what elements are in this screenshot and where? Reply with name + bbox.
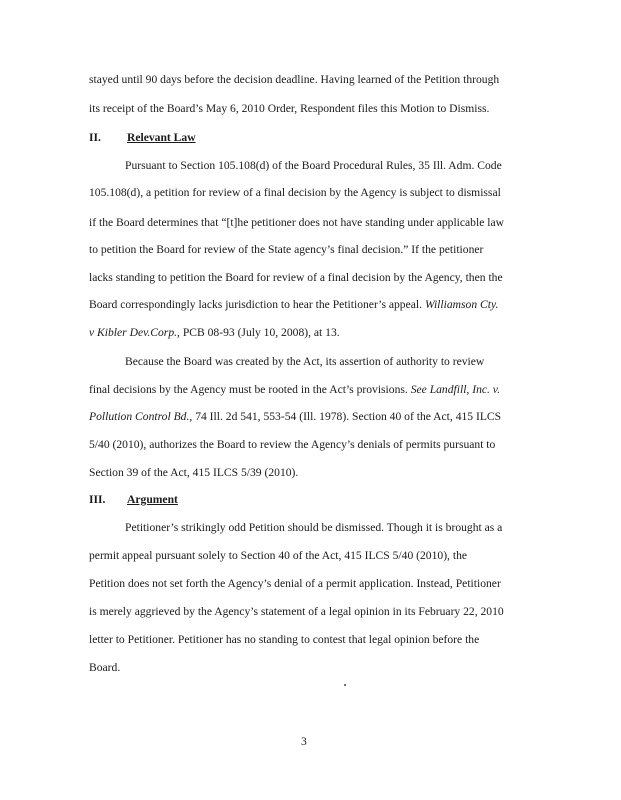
section-title: Relevant Law [127, 131, 196, 144]
paragraph-line: Petitioner’s strikingly odd Petition should be dismissed. Though it is brought as a [125, 521, 503, 534]
section-number: III. [89, 493, 106, 506]
citation-text: , PCB 08-93 (July 10, 2008), at 13. [177, 326, 340, 339]
section-title: Argument [127, 493, 178, 506]
case-citation: See Landfill, Inc. v. [410, 383, 500, 396]
paragraph-line: Board. [89, 661, 121, 674]
paragraph-line: Because the Board was created by the Act, its assertion of authority to review [125, 355, 485, 368]
intro-line-2: its receipt of the Board’s May 6, 2010 Order, Respondent files this Motion to Dismiss. [89, 102, 490, 115]
paragraph-text: Board correspondingly lacks jurisdiction to hear the Petitioner’s appeal. [89, 298, 423, 311]
paragraph-line: 105.108(d), a petition for review of a final decision by the Agency is subject to dismissal [89, 186, 501, 199]
case-citation: Williamson Cty. [424, 298, 499, 311]
paragraph-line: is merely aggrieved by the Agency’s statement of a legal opinion in its February 22, 2010 [89, 605, 504, 618]
paragraph-line [89, 410, 501, 424]
case-citation: Pollution Control Bd. [89, 410, 190, 423]
section-heading-argument [89, 493, 178, 506]
scan-artifact [344, 684, 346, 686]
paragraph-line: lacks standing to petition the Board for review of a final decision by the Agency, then the [89, 271, 503, 284]
paragraph-text: final decisions by the Agency must be rooted in the Act’s provisions. [89, 383, 408, 396]
paragraph-line [89, 298, 498, 312]
intro-line-1: stayed until 90 days before the decision deadline. Having learned of the Petition through [89, 73, 500, 86]
paragraph-line: permit appeal pursuant solely to Section 40 of the Act, 415 ILCS 5/40 (2010), the [89, 549, 468, 562]
paragraph-line: to petition the Board for review of the State agency’s final decision.” If the petitioner [89, 243, 484, 256]
paragraph-line: letter to Petitioner. Petitioner has no standing to contest that legal opinion before the [89, 633, 480, 646]
paragraph-line: Pursuant to Section 105.108(d) of the Board Procedural Rules, 35 Ill. Adm. Code [125, 159, 502, 172]
paragraph-line: 5/40 (2010), authorizes the Board to review the Agency’s denials of permits pursuant to [89, 438, 496, 451]
paragraph-line: Petition does not set forth the Agency’s denial of a permit application. Instead, Petitioner [89, 577, 501, 590]
paragraph-line [89, 383, 500, 397]
paragraph-line [89, 326, 340, 340]
paragraph-line: if the Board determines that “[t]he petitioner does not have standing under applicable law [89, 216, 504, 229]
citation-text: , 74 Ill. 2d 541, 553-54 (Ill. 1978). Section 40 of the Act, 415 ILCS [189, 410, 502, 423]
page-number: 3 [301, 735, 307, 748]
case-citation: v Kibler Dev.Corp. [89, 326, 178, 339]
section-number: II. [89, 131, 101, 144]
paragraph-line: Section 39 of the Act, 415 ILCS 5/39 (2010). [89, 466, 299, 479]
section-heading-relevant-law [89, 131, 196, 144]
